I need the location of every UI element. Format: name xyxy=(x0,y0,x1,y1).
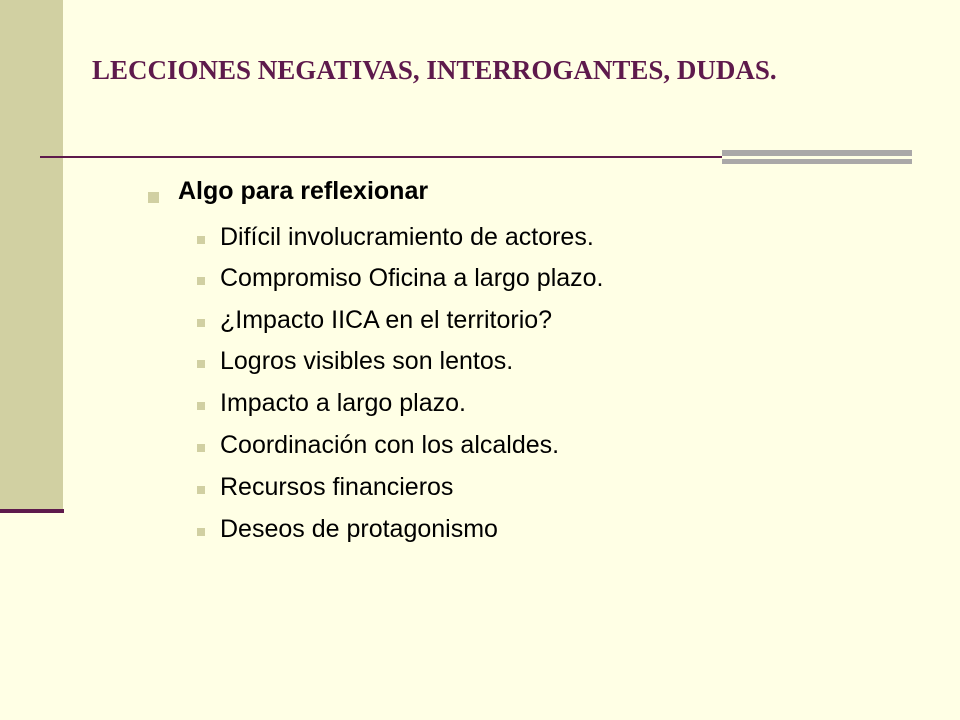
list-item: Recursos financieros xyxy=(220,473,454,501)
list-item: Compromiso Oficina a largo plazo. xyxy=(220,264,604,292)
title-divider-accent-top xyxy=(722,150,912,156)
square-bullet-icon xyxy=(197,277,205,285)
title-divider-accent-bottom xyxy=(722,159,912,164)
square-bullet-icon xyxy=(197,236,205,244)
slide-title: LECCIONES NEGATIVAS, INTERROGANTES, DUDAS. xyxy=(92,55,777,85)
list-item: ¿Impacto IICA en el territorio? xyxy=(220,306,553,334)
list-item: Deseos de protagonismo xyxy=(220,515,498,543)
square-bullet-icon xyxy=(197,444,205,452)
list-item: Logros visibles son lentos. xyxy=(220,347,514,375)
square-bullet-icon xyxy=(197,486,205,494)
bullet-heading: Algo para reflexionar xyxy=(178,177,429,205)
square-bullet-icon xyxy=(197,528,205,536)
square-bullet-icon xyxy=(197,360,205,368)
square-bullet-icon xyxy=(197,319,205,327)
square-bullet-icon xyxy=(197,402,205,410)
title-divider-line xyxy=(40,156,722,158)
list-item: Impacto a largo plazo. xyxy=(220,389,466,417)
left-accent-bar-underline xyxy=(0,509,64,513)
list-item: Difícil involucramiento de actores. xyxy=(220,223,594,251)
list-item: Coordinación con los alcaldes. xyxy=(220,431,560,459)
left-accent-bar xyxy=(0,0,63,510)
square-bullet-icon xyxy=(148,192,159,203)
